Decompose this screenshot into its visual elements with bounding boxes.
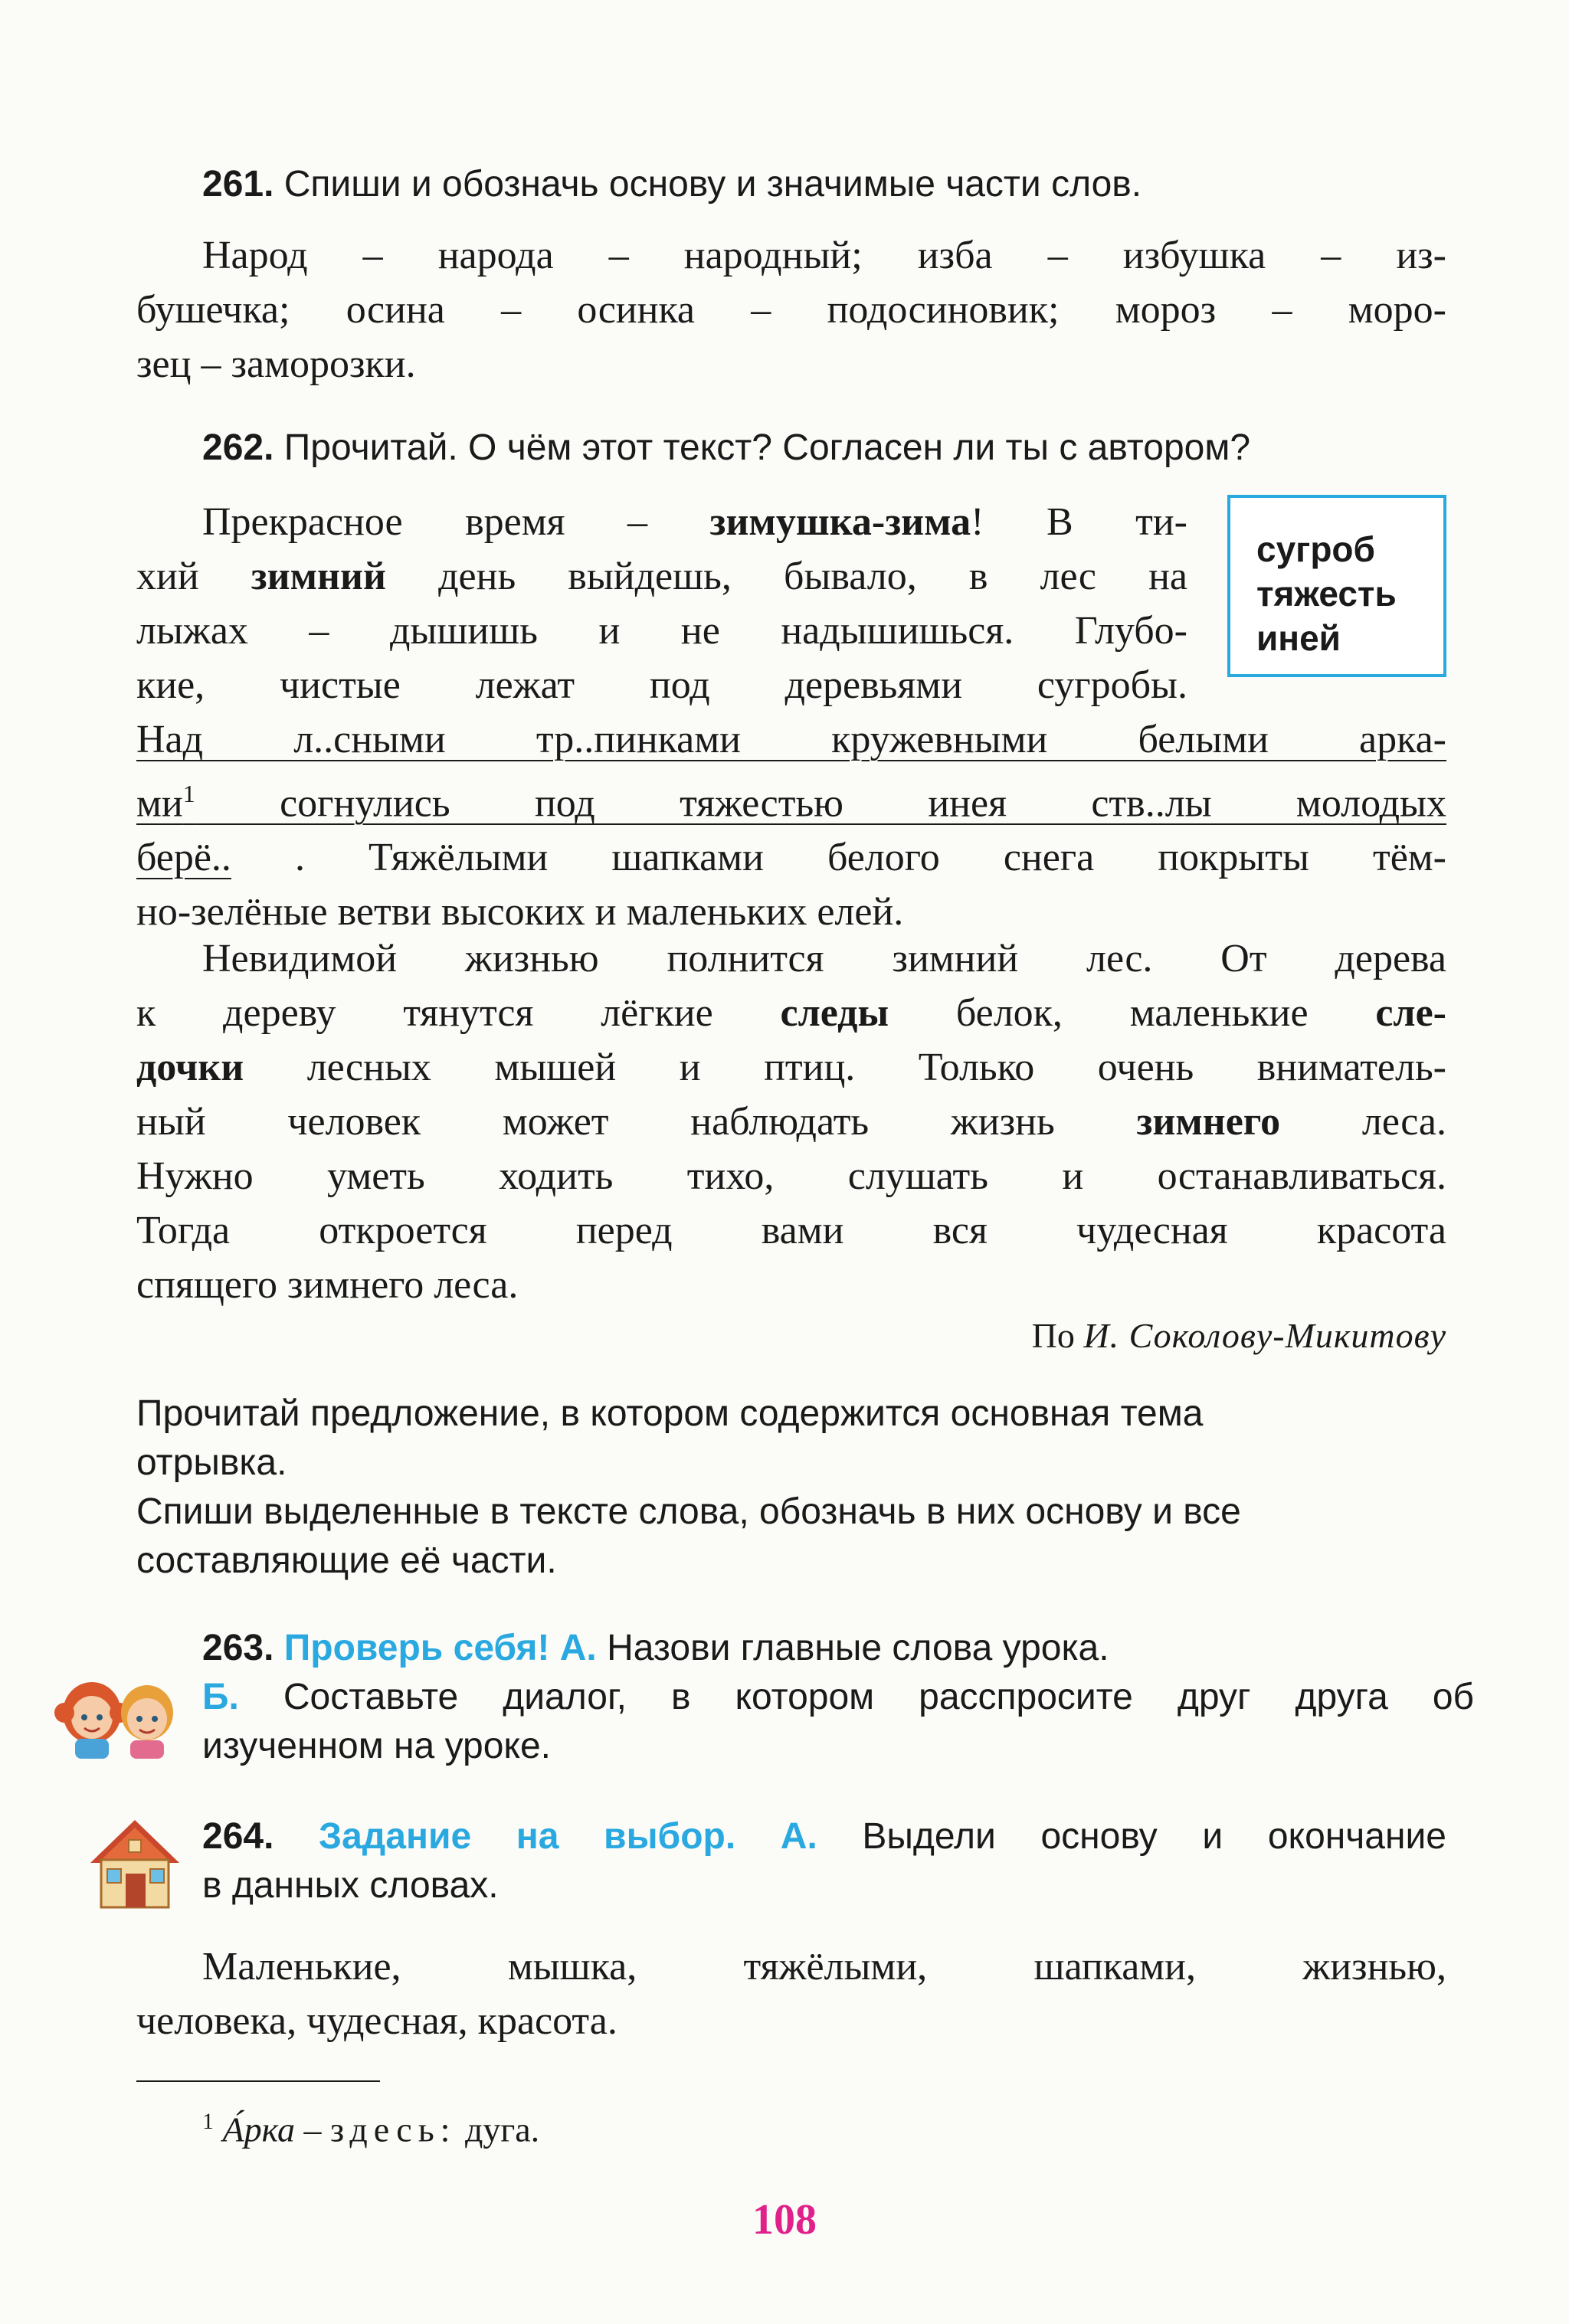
question-line: составляющие её части. <box>136 1540 557 1581</box>
choice-task-label: Задание на выбор. А. <box>319 1816 817 1857</box>
task-263 <box>202 1624 1474 1771</box>
task-264-words <box>136 1939 1446 2048</box>
task-number: 262. <box>202 427 274 468</box>
underlined-line: $ми^1$ согнулись под тяжестью инея ств..лы молодых <box>136 780 1446 826</box>
question-line: Спиши выделенные в тексте слова, обозначь в них основу и все <box>136 1491 1241 1532</box>
author-name: И. Соколову-Микитову <box>1083 1316 1446 1355</box>
task-262-heading <box>202 424 1474 472</box>
text-line: Прекрасное время – зимушка-зима! В ти- <box>202 500 1187 544</box>
bold-word: зимушка-зима <box>709 500 971 544</box>
bold-word: сле- <box>1375 991 1446 1035</box>
house-icon <box>84 1814 185 1912</box>
task-263-line1: 263. Проверь себя! А. Назови главные слова урока. <box>202 1628 1109 1668</box>
reading-text-para1-cont <box>136 712 1446 939</box>
question-line: Прочитай предложение, в котором содержится основная тема <box>136 1393 1204 1434</box>
vocab-word: сугроб <box>1256 529 1375 569</box>
text-line: кие, чистые лежат под деревьями сугробы. <box>136 663 1187 707</box>
task-number: 263. <box>202 1628 274 1668</box>
text-line: бушечка; осина – осинка – подосиновик; мороз – моро- <box>136 288 1446 332</box>
vocab-word: тяжесть <box>1256 574 1397 614</box>
task-264-line2: в данных словах. <box>202 1865 499 1906</box>
task-261-words <box>136 228 1446 391</box>
bold-word: дочки <box>136 1046 244 1089</box>
task-264-line1: 264. Задание на выбор. А. Выдели основу и окончание <box>202 1816 1446 1857</box>
task-264 <box>202 1812 1446 1910</box>
footnote-word: А́рка <box>222 2110 295 2149</box>
text-line: Маленькие, мышка, тяжёлыми, шапками, жизнью, <box>202 1945 1446 1988</box>
text-line: зец – заморозки. <box>136 342 416 386</box>
reading-text-para1 <box>136 495 1187 712</box>
task-instruction: Спиши и обозначь основу и значимые части слов. <box>283 164 1142 205</box>
task-number: 261. <box>202 164 274 205</box>
bold-word: зимний <box>251 555 386 598</box>
text-line: хий зимний день выйдешь, бывало, в лес на <box>136 555 1187 598</box>
attribution: По И. Соколову-Микитову <box>1031 1316 1446 1355</box>
text-line: спящего зимнего леса. <box>136 1263 519 1307</box>
task-263-line3: изученном на уроке. <box>202 1726 551 1766</box>
option-b-label: Б. <box>202 1677 239 1717</box>
task-261-heading <box>202 161 1443 208</box>
text-line: Народ – народа – народный; изба – избушка – из- <box>202 234 1446 277</box>
task-number: 264. <box>202 1816 274 1857</box>
page-number: 108 <box>752 2196 817 2244</box>
reading-text-para2 <box>136 931 1446 1312</box>
task-263-line2: Б. Составьте диалог, в котором расспросите друг друга об <box>202 1677 1474 1717</box>
bold-word: следы <box>780 991 889 1035</box>
text-line: берё.. . Тяжёлыми шапками белого снега покрыты тём- <box>136 836 1446 880</box>
underlined-line: Над л..сными тр..пинками кружевными белыми арка- <box>136 718 1446 761</box>
text-line: ный человек может наблюдать жизнь зимнего леса. <box>136 1100 1446 1144</box>
text-line: но-зелёные ветви высоких и маленьких елей. <box>136 890 904 935</box>
vocab-word: иней <box>1256 618 1341 658</box>
bold-word: зимнего <box>1136 1100 1281 1144</box>
text-line: лыжах – дышишь и не надышишься. Глубо- <box>136 609 1187 653</box>
task-262-questions <box>136 1389 1469 1586</box>
text-line: дочки лесных мышей и птиц. Только очень вниматель- <box>136 1046 1446 1089</box>
text-line: Нужно уметь ходить тихо, слушать и останавливаться. <box>136 1154 1446 1198</box>
text-line: Тогда откроется перед вами вся чудесная красота <box>136 1209 1446 1252</box>
text-line: Невидимой жизнью полнится зимний лес. От дерева <box>202 937 1446 980</box>
underlined-fragment: берё.. <box>136 836 231 880</box>
footnote-spaced: здесь: <box>329 2110 457 2149</box>
footnote: $^1$ А́рка – здесь: дуга. <box>202 2109 540 2149</box>
check-yourself-label: Проверь себя! А. <box>283 1628 597 1668</box>
task-instruction: Прочитай. О чём этот текст? Согласен ли ты с автором? <box>283 427 1251 468</box>
kids-icon <box>47 1668 185 1760</box>
question-line: отрывка. <box>136 1442 287 1483</box>
text-line: человека, чудесная, красота. <box>136 1999 617 2043</box>
footnote-divider <box>136 2080 380 2082</box>
vocabulary-box <box>1227 495 1446 677</box>
text-line: к дереву тянутся лёгкие следы белок, маленькие сле- <box>136 991 1446 1035</box>
